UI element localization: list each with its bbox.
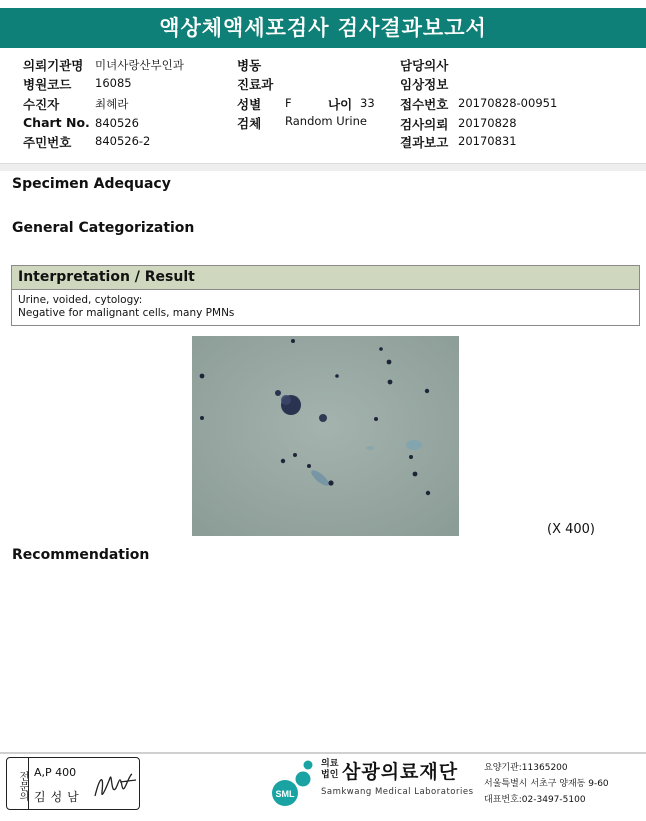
result-line: Negative for malignant cells, many PMNs [18, 307, 235, 319]
receipt-value: 20170828-00951 [458, 96, 558, 110]
recommendation-heading: Recommendation [12, 547, 150, 563]
report-title: 액상체액세포검사 검사결과보고서 [0, 8, 646, 48]
logo-text: SML [275, 789, 295, 799]
doctor-label: 담당의사 [400, 58, 449, 73]
magnification-label: (X 400) [547, 522, 595, 537]
hospital-code-label: 병원코드 [23, 77, 72, 92]
sex-label: 성별 [237, 97, 262, 112]
sml-logo-icon [270, 757, 320, 809]
clinical-label: 임상정보 [400, 77, 449, 92]
chart-label: Chart No. [23, 115, 90, 130]
interpretation-body [12, 290, 639, 324]
signer-name: 김성남 [34, 790, 84, 804]
interpretation-heading: Interpretation / Result [12, 266, 639, 290]
specimen-label: 검체 [237, 116, 262, 131]
id-label: 주민번호 [23, 135, 72, 150]
org-contact-info [484, 760, 609, 808]
patient-value: 최혜라 [95, 97, 129, 111]
section-divider [0, 163, 646, 171]
age-label: 나이 [328, 97, 353, 112]
sex-value: F [285, 96, 292, 110]
org-address: 서울특별시 서초구 양재동 9-60 [484, 779, 609, 789]
org-prefix-bottom: 법인 [321, 770, 339, 780]
receipt-label: 접수번호 [400, 97, 449, 112]
patient-label: 수진자 [23, 97, 60, 112]
org-phone: 대표번호:02-3497-5100 [484, 795, 586, 805]
interpretation-box [11, 265, 640, 326]
micrograph-image [192, 336, 459, 536]
org-code: 요양기관:11365200 [484, 763, 568, 773]
specimen-value: Random Urine [285, 114, 367, 128]
org-name: 삼광의료재단 [342, 761, 459, 783]
ap-number: A,P 400 [34, 766, 77, 779]
cytology-micrograph [192, 336, 459, 536]
specialist-label: 전문의 [7, 758, 29, 809]
patient-info [0, 52, 646, 162]
footer-divider [0, 752, 646, 754]
institution-value: 미녀사랑산부인과 [95, 58, 184, 72]
general-categorization-heading: General Categorization [12, 220, 195, 236]
id-value: 840526-2 [95, 134, 151, 148]
signature-icon [92, 766, 138, 804]
report-value: 20170831 [458, 134, 517, 148]
institution-label: 의뢰기관명 [23, 58, 84, 73]
specimen-adequacy-heading: Specimen Adequacy [12, 176, 171, 192]
result-line: Urine, voided, cytology: [18, 294, 143, 306]
org-prefix [321, 759, 341, 781]
request-label: 검사의뢰 [400, 117, 449, 132]
dept-label: 진료과 [237, 77, 274, 92]
report-label: 결과보고 [400, 135, 449, 150]
request-value: 20170828 [458, 116, 517, 130]
org-prefix-top: 의료 [321, 759, 339, 769]
signer-box [6, 757, 140, 810]
hospital-code-value: 16085 [95, 76, 132, 90]
ward-label: 병동 [237, 58, 262, 73]
org-english-name: Samkwang Medical Laboratories [321, 787, 474, 797]
age-value: 33 [360, 96, 375, 110]
chart-value: 840526 [95, 116, 139, 130]
